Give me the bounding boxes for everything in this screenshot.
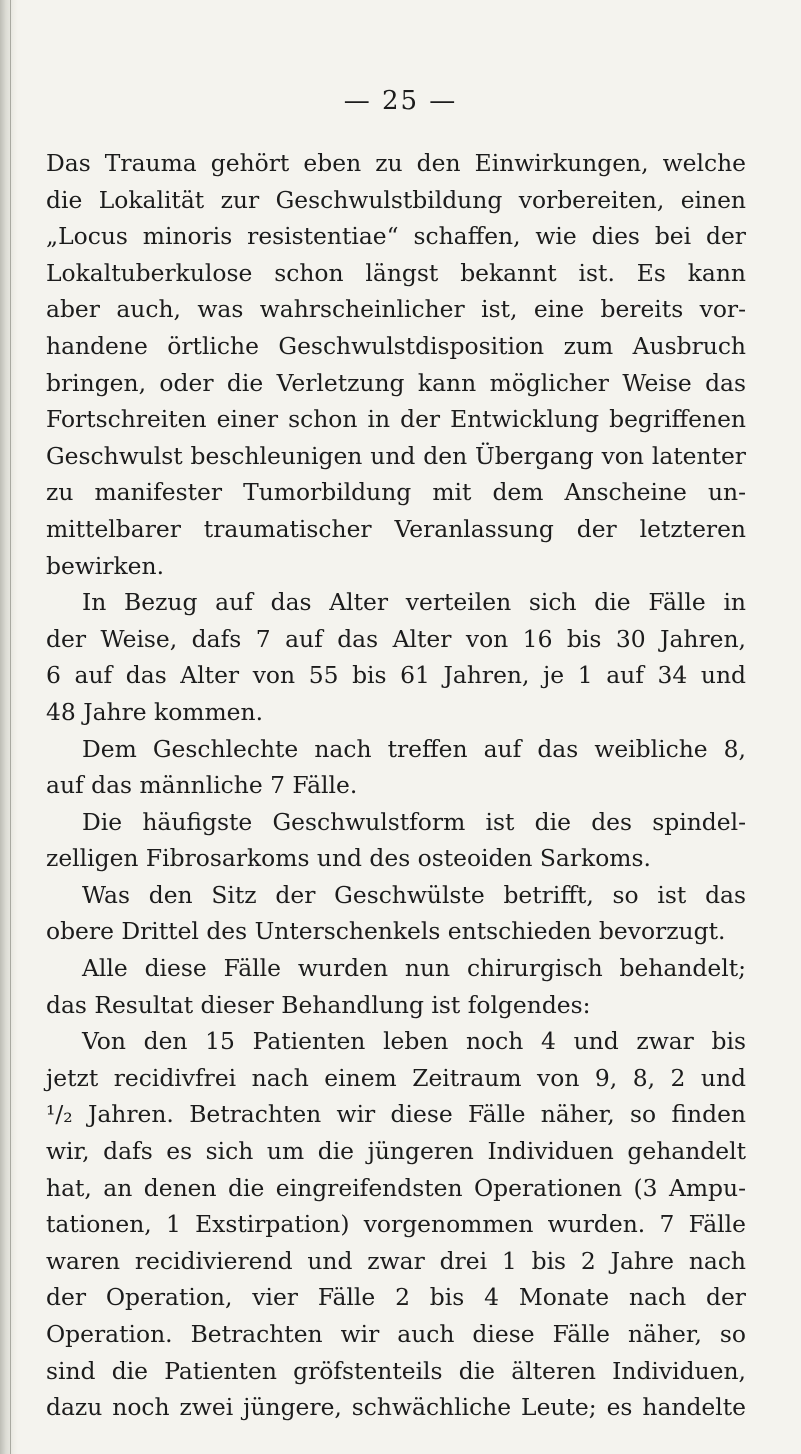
text-line: aber auch, was wahrscheinlicher ist, eine bereits vor- xyxy=(46,295,746,324)
text-line: waren recidivierend und zwar drei 1 bis 2 Jahre nach xyxy=(46,1246,746,1275)
text-line: Alle diese Fälle wurden nun chirurgisch behandelt; xyxy=(82,954,746,983)
text-line: 6 auf das Alter von 55 bis 61 Jahren, je 1 auf 34 und xyxy=(46,661,746,690)
text-line: Lokaltuberkulose schon längst bekannt ist. Es kann xyxy=(46,258,746,287)
text-line: mittelbarer traumatischer Veranlassung der letzteren xyxy=(46,514,746,543)
body-text xyxy=(46,145,746,1426)
text-line: tationen, 1 Exstirpation) vorgenommen wurden. 7 Fälle xyxy=(46,1210,746,1239)
text-line: Das Trauma gehört eben zu den Einwirkungen, welche xyxy=(46,149,746,177)
text-line: Dem Geschlechte nach treffen auf das weibliche 8, xyxy=(82,734,746,763)
text-line: auf das männliche 7 Fälle. xyxy=(46,771,358,800)
text-line: die Lokalität zur Geschwulstbildung vorbereiten, einen xyxy=(46,185,746,214)
text-line: handene örtliche Geschwulstdisposition zum Ausbruch xyxy=(46,331,746,360)
text-line: Fortschreiten einer schon in der Entwicklung begriffenen xyxy=(46,405,746,434)
page-binding-edge xyxy=(0,0,18,1454)
text-line: sind die Patienten gröfstenteils die älteren Individuen, xyxy=(46,1356,746,1385)
text-line: Operation. Betrachten wir auch diese Fälle näher, so xyxy=(46,1320,746,1348)
text-line: dazu noch zwei jüngere, schwächliche Leute; es handelte xyxy=(46,1393,746,1422)
text-line: jetzt recidivfrei nach einem Zeitraum von 9, 8, 2 und xyxy=(46,1063,746,1092)
text-line: zu manifester Tumorbildung mit dem Anscheine un- xyxy=(46,478,746,507)
text-line: Was den Sitz der Geschwülste betrifft, so ist das xyxy=(82,880,746,909)
text-line: Von den 15 Patienten leben noch 4 und zwar bis xyxy=(82,1027,746,1056)
text-line: ¹/₂ Jahren. Betrachten wir diese Fälle näher, so finden xyxy=(46,1100,746,1129)
text-line: bringen, oder die Verletzung kann möglicher Weise das xyxy=(46,368,746,397)
page-number: — 25 — xyxy=(343,86,458,116)
text-line: obere Drittel des Unterschenkels entschieden bevorzugt. xyxy=(46,917,726,946)
text-line: zelligen Fibrosarkoms und des osteoiden Sarkoms. xyxy=(46,844,651,873)
text-line: In Bezug auf das Alter verteilen sich die Fälle in xyxy=(82,588,746,617)
text-line: das Resultat dieser Behandlung ist folgendes: xyxy=(46,990,591,1019)
text-line: hat, an denen die eingreifendsten Operationen (3 Ampu- xyxy=(46,1173,746,1202)
text-line: der Operation, vier Fälle 2 bis 4 Monate nach der xyxy=(46,1283,746,1312)
text-line: Die häufigste Geschwulstform ist die des spindel- xyxy=(82,807,746,836)
text-line: Geschwulst beschleunigen und den Übergang von latenter xyxy=(46,441,746,470)
text-line: der Weise, dafs 7 auf das Alter von 16 bis 30 Jahren, xyxy=(46,624,746,653)
text-line: „Locus minoris resistentiae“ schaffen, wie dies bei der xyxy=(46,222,746,251)
text-line: wir, dafs es sich um die jüngeren Individuen gehandelt xyxy=(46,1137,746,1166)
text-line: bewirken. xyxy=(46,551,165,580)
page-binding-line xyxy=(10,0,11,1454)
text-line: 48 Jahre kommen. xyxy=(46,697,264,726)
